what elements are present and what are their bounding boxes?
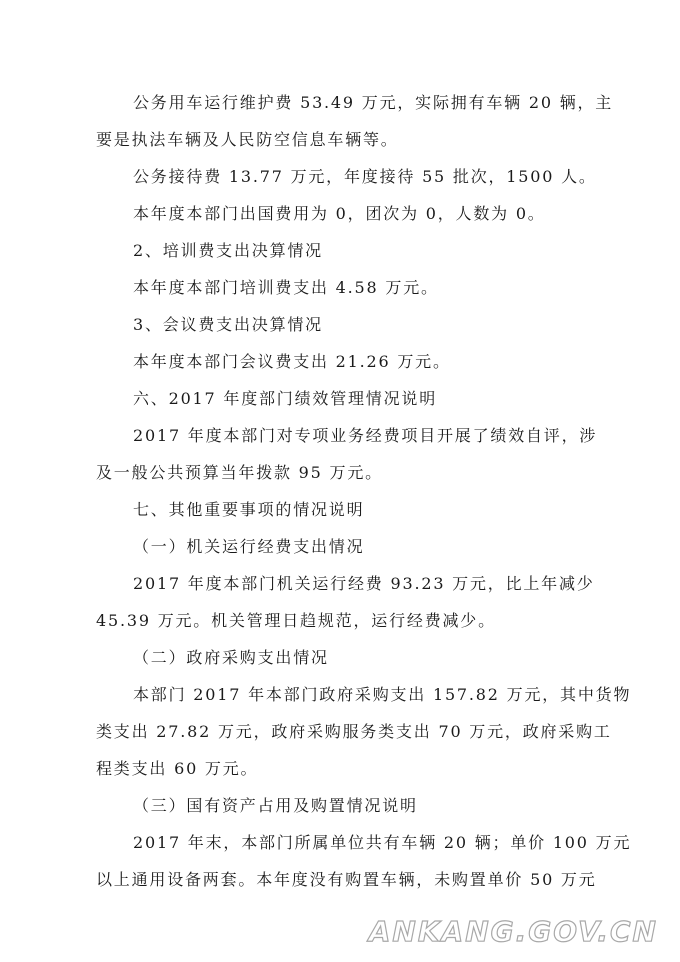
- text-line: 本年度本部门培训费支出 4.58 万元。: [133, 278, 439, 297]
- site-watermark: ANKANG.GOV.CN: [368, 915, 658, 948]
- text-line: 以上通用设备两套。本年度没有购置车辆，未购置单价 50 万元: [96, 870, 597, 889]
- text-line: 类支出 27.82 万元，政府采购服务类支出 70 万元，政府采购工: [96, 722, 612, 741]
- subsection-heading: （二）政府采购支出情况: [133, 648, 329, 667]
- text-line: 公务接待费 13.77 万元，年度接待 55 批次，1500 人。: [133, 167, 597, 186]
- section-heading: 3、会议费支出决算情况: [133, 315, 323, 334]
- section-heading: 2、培训费支出决算情况: [133, 241, 323, 260]
- text-line: 本部门 2017 年本部门政府采购支出 157.82 万元，其中货物: [133, 685, 632, 704]
- text-line: 2017 年末，本部门所属单位共有车辆 20 辆；单价 100 万元: [133, 833, 632, 852]
- document-body: [96, 84, 632, 898]
- text-line: 程类支出 60 万元。: [96, 759, 259, 778]
- text-line: 本年度本部门会议费支出 21.26 万元。: [133, 352, 451, 371]
- subsection-heading: （三）国有资产占用及购置情况说明: [133, 796, 418, 815]
- text-line: 2017 年度本部门机关运行经费 93.23 万元，比上年减少: [133, 574, 595, 593]
- text-line: 2017 年度本部门对专项业务经费项目开展了绩效自评，涉: [133, 426, 598, 445]
- text-line: 要是执法车辆及人民防空信息车辆等。: [96, 130, 399, 149]
- text-line: 本年度本部门出国费用为 0，团次为 0，人数为 0。: [133, 204, 546, 223]
- section-heading: 七、其他重要事项的情况说明: [133, 500, 365, 519]
- text-line: 45.39 万元。机关管理日趋规范，运行经费减少。: [96, 611, 496, 630]
- text-line: 及一般公共预算当年拨款 95 万元。: [96, 463, 383, 482]
- section-heading: 六、2017 年度部门绩效管理情况说明: [133, 389, 438, 408]
- text-line: 公务用车运行维护费 53.49 万元，实际拥有车辆 20 辆，主: [133, 93, 614, 112]
- subsection-heading: （一）机关运行经费支出情况: [133, 537, 365, 556]
